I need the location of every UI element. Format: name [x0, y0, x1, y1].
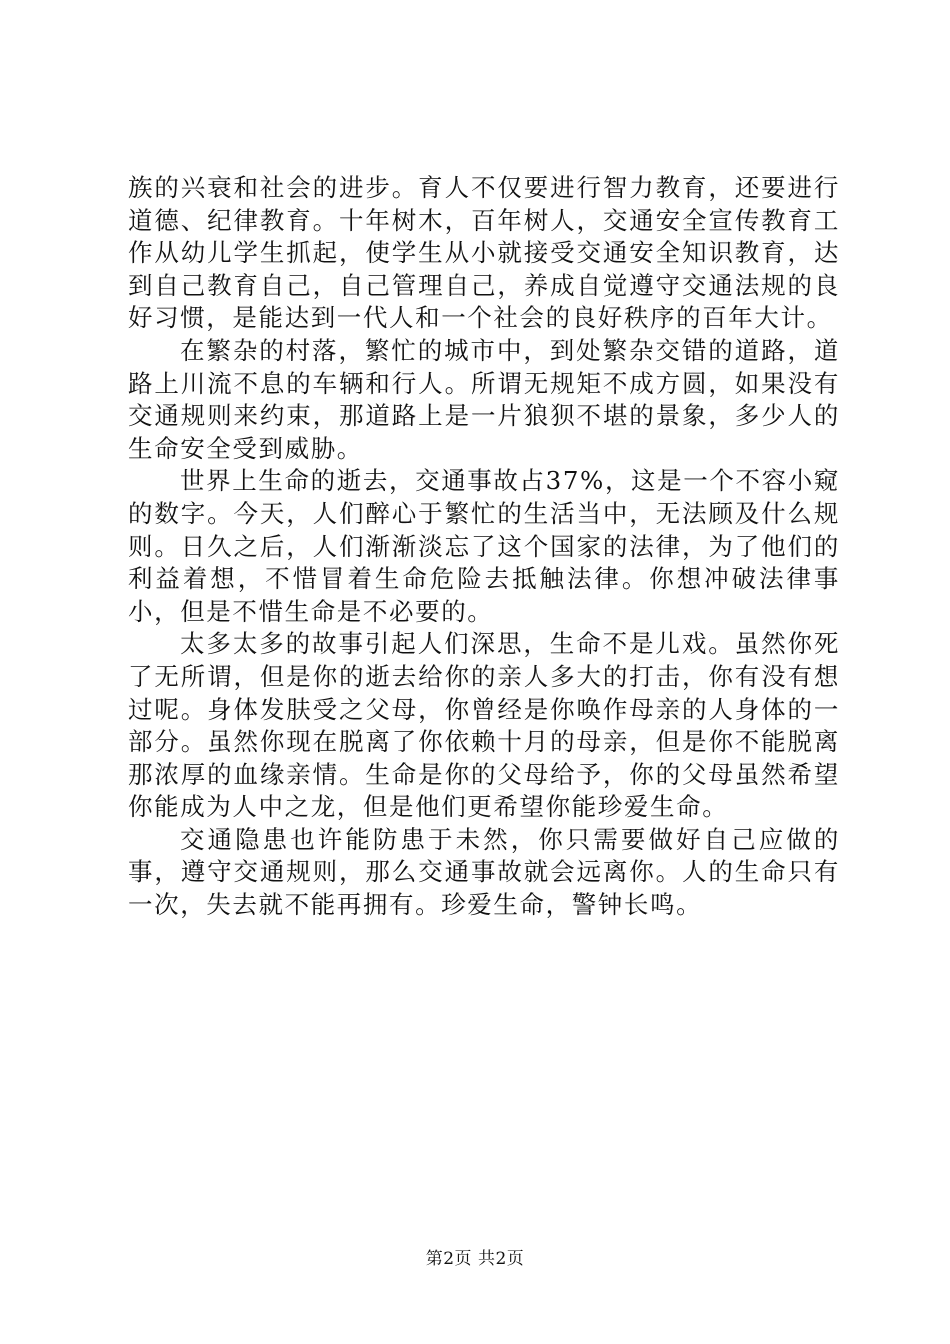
paragraph-3: 世界上生命的逝去，交通事故占37%，这是一个不容小窥的数字。今天，人们醉心于繁忙的生活当中，无法顾及什么规则。日久之后，人们渐渐淡忘了这个国家的法律，为了他们的利益着想，不惜冒着生命危险去抵触法律。你想冲破法律事小，但是不惜生命是不必要的。 — [128, 466, 840, 626]
paragraph-2: 在繁杂的村落，繁忙的城市中，到处繁杂交错的道路，道路上川流不息的车辆和行人。所谓无规矩不成方圆，如果没有交通规则来约束，那道路上是一片狼狈不堪的景象，多少人的生命安全受到威胁。 — [128, 335, 840, 463]
paragraph-5: 交通隐患也许能防患于未然，你只需要做好自己应做的事，遵守交通规则，那么交通事故就会远离你。人的生命只有一次，失去就不能再拥有。珍爱生命，警钟长鸣。 — [128, 824, 840, 920]
paragraph-4: 太多太多的故事引起人们深思，生命不是儿戏。虽然你死了无所谓，但是你的逝去给你的亲人多大的打击，你有没有想过呢。身体发肤受之父母，你曾经是你唤作母亲的人身体的一部分。虽然你现在脱离了你依赖十月的母亲，但是你不能脱离那浓厚的血缘亲情。生命是你的父母给予，你的父母虽然希望你能成为人中之龙，但是他们更希望你能珍爱生命。 — [128, 629, 840, 822]
paragraph-1: 族的兴衰和社会的进步。育人不仅要进行智力教育，还要进行道德、纪律教育。十年树木，百年树人，交通安全宣传教育工作从幼儿学生抓起，使学生从小就接受交通安全知识教育，达到自己教育自己，自己管理自己，养成自觉遵守交通法规的良好习惯，是能达到一代人和一个社会的良好秩序的百年大计。 — [128, 173, 840, 333]
document-body — [128, 172, 840, 922]
page-number-footer: 第2页 共2页 — [425, 1249, 525, 1269]
